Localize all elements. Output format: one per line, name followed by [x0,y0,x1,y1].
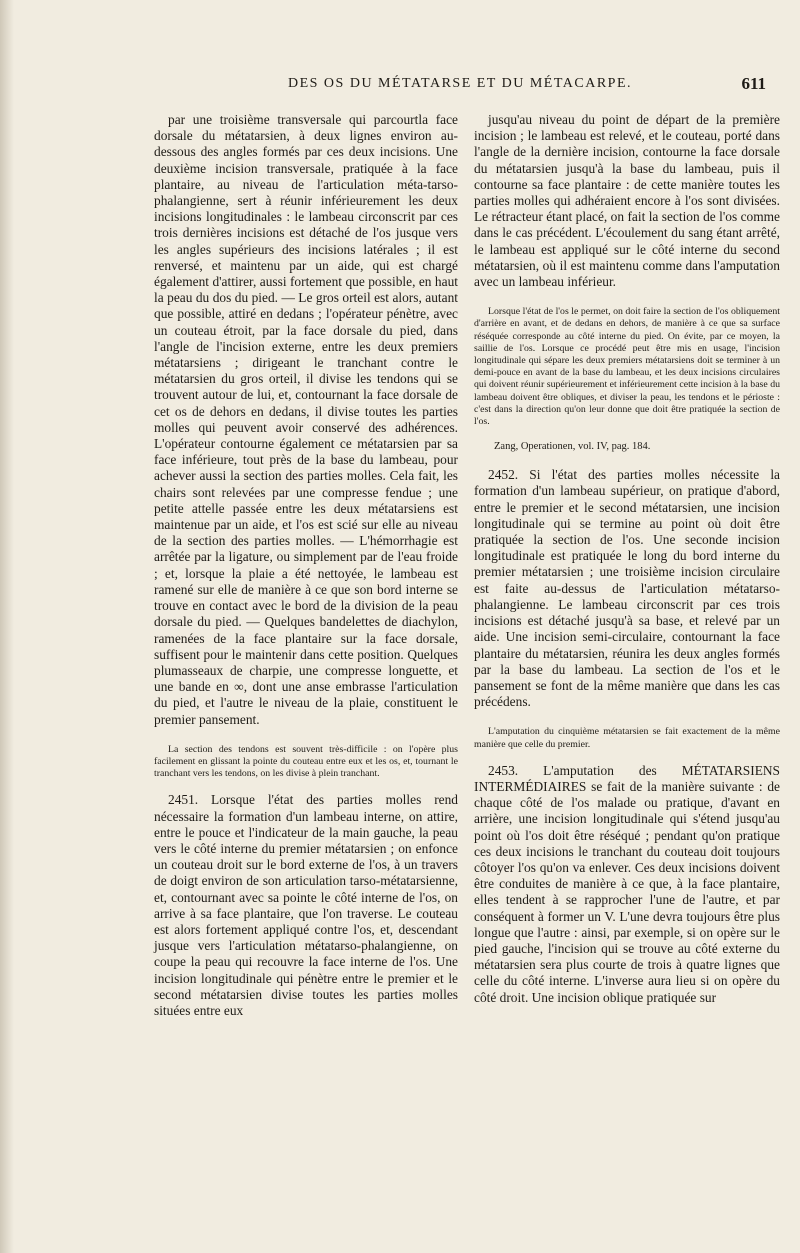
footnote: L'amputation du cinquième métatarsien se fait exactement de la même manière que celle du premier. [474,726,780,750]
citation: Zang, Operationen, vol. IV, pag. 184. [494,441,651,453]
right-column [474,112,780,1006]
paragraph-2451: 2451. Lorsque l'état des parties molles rend nécessaire la formation d'un lambeau interne, on attire, entre le pouce et l'indicateur de la main gauche, la peau vers le côté interne du premier métatarsien ; on enfonce un couteau droit sur le bord externe de l'os, à un travers de doigt environ de son articulation tarso-métatarsienne, et, contournant avec sa pointe le côté interne de l'os, on arrive à sa face plantaire, que l'on traverse. Le couteau est alors fortement appliqué contre l'os, et, descendant jusque vers l'articulation métatarso-phalangienne, on coupe la peau qui recouvre la face interne de l'os. Une incision longitudinale qui pénètre entre le premier et le second métatarsien divise toutes les parties molles situées entre eux [154,792,458,1018]
running-title: DES OS DU MÉTATARSE ET DU MÉTACARPE. [287,76,632,91]
page-spine-shadow [0,0,14,1253]
paragraph-2452: 2452. Si l'état des parties molles nécessite la formation d'un lambeau supérieur, on pratique d'abord, entre le premier et le second métatarsien, une incision longitudinale qui se termine au point où doit être pratiquée la section de l'os. Une seconde incision longitudinale est pratiquée le long du bord interne du premier métatarsien ; une troisième incision circulaire est faite au-dessus de l'articulation métatarso-phalangienne. Le lambeau circonscrit par ces trois incisions est détaché jusqu'à sa base, et relevé par un aide. Une incision semi-circulaire, contournant la face plantaire du métatarsien, réunira les deux angles formés par la base du lambeau. La section de l'os et le pansement se font de la même manière que dans les cas précédens. [474,467,780,710]
running-header [140,76,780,100]
paragraph: par une troisième transversale qui parcourtla face dorsale du métatarsien, à deux lignes environ au-dessous des angles formés par ces deux incisions. Une deuxième incision transversale, pratiquée à la face plantaire, au niveau de l'articulation méta-tarso-phalangienne, sert à réunir inférieurement les deux incisions longitudinales : le lambeau circonscrit par ces trois dernières incisions est détaché de l'os jusque vers les angles supérieurs des incisions latérales ; il est renversé, et maintenu par un aide, qui est chargé également d'attirer, aussi fortement que possible, en haut la peau du dos du pied. — Le gros orteil est alors, autant que possible, attiré en dedans ; l'opérateur pénètre, avec un couteau étroit, par la face dorsale du pied, dans l'angle de l'incision externe, entre les deux premiers métatarsiens ; dirigeant le tranchant contre le métatarsien du gros orteil, il divise les tendons qui se trouvent autour de lui, et, contournant la face dorsale de cet os de dehors en dedans, il divise toutes les parties molles qui peuvent avoir conservé des adhérences. L'opérateur contourne également ce métatarsien par sa face inférieure, tout près de la base du lambeau, pour achever aussi la section des parties molles. Cela fait, les chairs sont relevées par une compresse fendue ; une petite attelle passée entre les deux métatarsiens est maintenue par un aide, et l'os est scié sur elle au niveau de la section des parties molles. — L'hémorrhagie est arrêtée par la ligature, ou simplement par de l'eau froide ; et, lorsque la plaie a été nettoyée, le lambeau est ramené sur elle de manière à ce que son bord interne se trouve en contact avec le bord de la division de la peau dorsale du pied. — Quelques bandelettes de diachylon, ramenées de la face plantaire sur la face dorsale, suffisent pour le maintenir dans cette position. Quelques plumasseaux de charpie, une compresse longuette, et une bande en ∞, dont une anse embrasse l'articulation du pied, et l'autre le niveau de la plaie, constituent le premier pansement. [154,112,458,727]
page-number: 611 [741,74,766,93]
left-column [154,112,458,1019]
paragraph: jusqu'au niveau du point de départ de la première incision ; le lambeau est relevé, et le couteau, porté dans l'angle de la dernière incision, contourne la face dorsale du métatarsien jusqu'à la base du lambeau, puis il contourne sa face plantaire : de cette manière toutes les parties molles qui adhéraient encore à l'os sont divisées. Le rétracteur étant placé, on fait la section de l'os comme dans le cas précédent. L'écoulement du sang étant arrêté, le lambeau est appliqué sur le côté interne du second métatarsien, où il est maintenu comme dans l'amputation avec un lambeau inférieur. [474,112,780,290]
paragraph-2453: 2453. L'amputation des MÉTATARSIENS INTERMÉDIAIRES se fait de la manière suivante : de chaque côté de l'os malade ou pratique, d'avant en arrière, une incision longitudinale qui s'étend jusqu'au point où l'os doit être réséqué ; pendant qu'on pratique ces deux incisions le tranchant du couteau doit toujours côtoyer l'os qu'on va enlever. Ces deux incisions doivent être conduites de manière à ce que, à la face plantaire, elles tendent à se rapprocher l'une de l'autre, et par conséquent à former un V. L'une devra toujours être plus longue que l'autre : ainsi, par exemple, si on opère sur le pied gauche, l'incision qui se trouve au côté externe du métatarsien sera plus courte de trois à quatre lignes que celle du côté interne. L'inverse aura lieu si on opère du côté droit. Une incision oblique pratiquée sur [474,762,780,1005]
footnote: La section des tendons est souvent très-difficile : on l'opère plus facilement en glissant la pointe du couteau entre eux et les os, et, tournant le tranchant vers les tendons, on les divise à plein tranchant. [154,743,458,780]
footnote: Lorsque l'état de l'os le permet, on doit faire la section de l'os obliquement d'arrière en avant, et de dedans en dehors, de manière à ce que sa surface réséquée corresponde au côté interne du pied. On évite, par ce moyen, la saillie de l'os. Lorsque ce procédé peut être mis en usage, l'incision longitudinale qui sépare les deux premiers métatarsiens doit se terminer à un demi-pouce en avant de la base du lambeau, et les deux incisions circulaires qui doivent réunir supérieurement et inférieurement cette incision à la base du lambeau doivent être obliques, et diviser la peau, les tendons et le périoste : c'est dans la direction qu'on leur donne que doit être pratiquée la section de l'os. [474,306,780,428]
